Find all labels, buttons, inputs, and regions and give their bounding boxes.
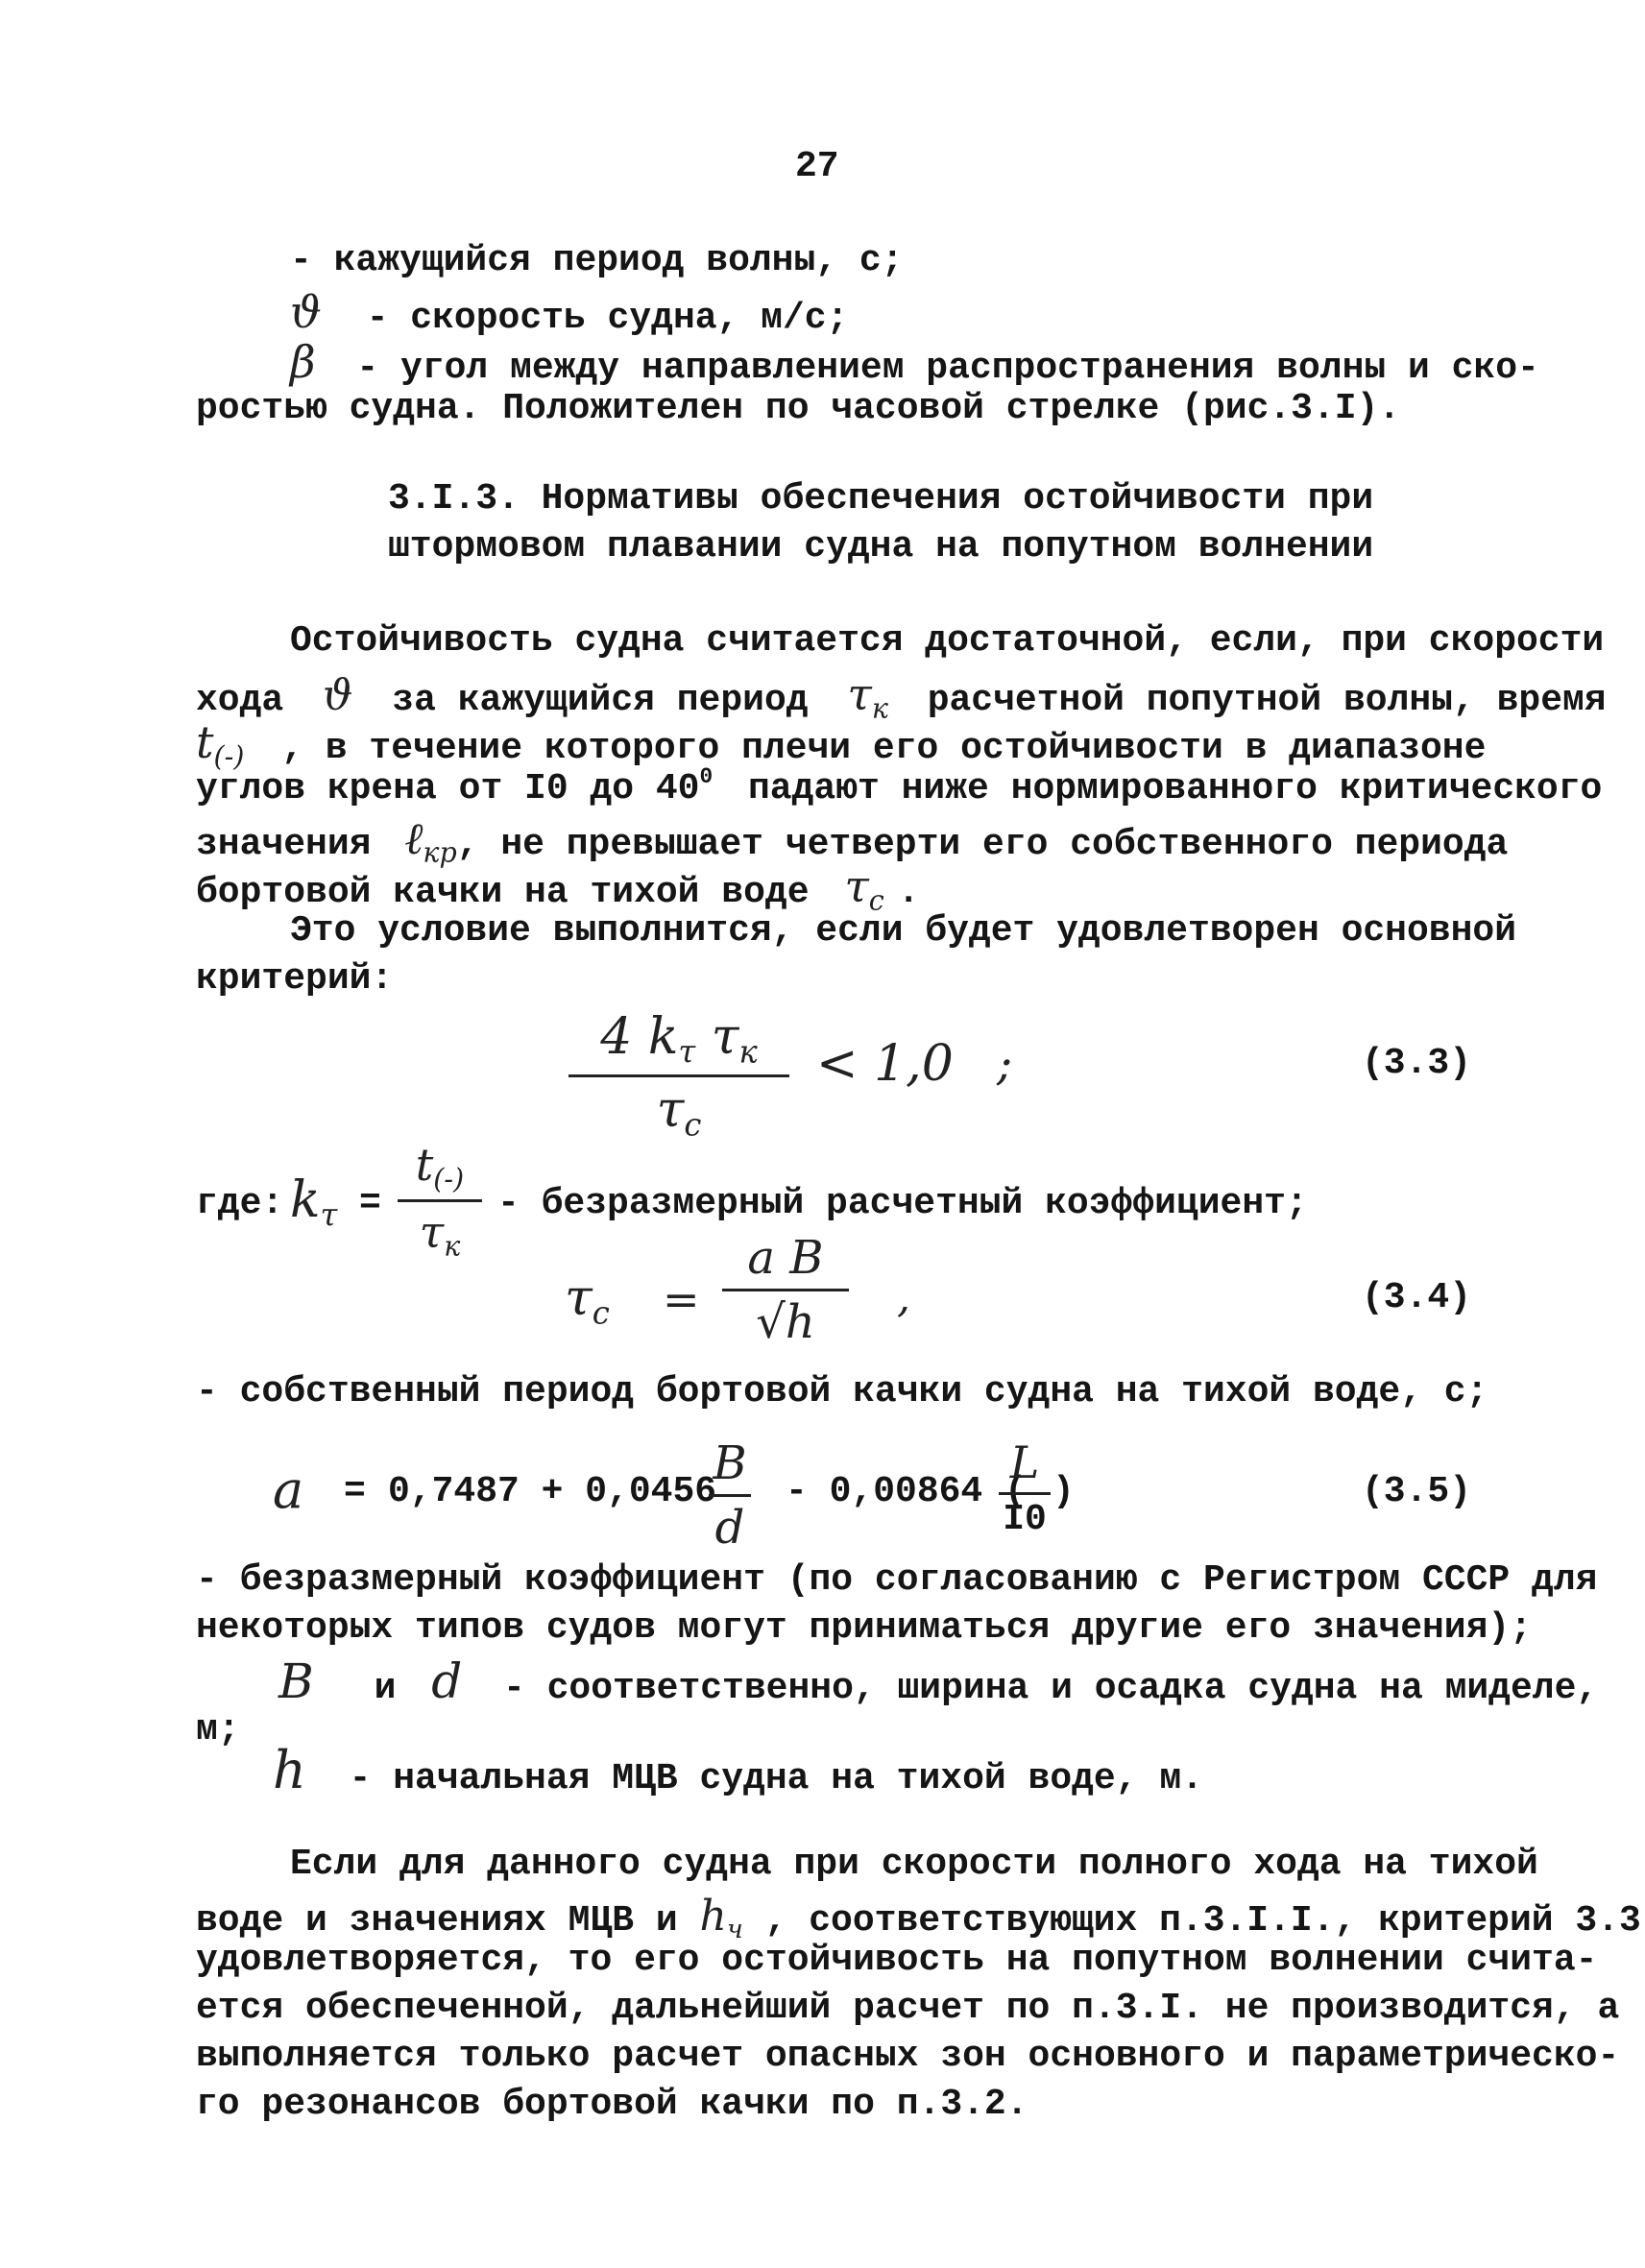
text-fragment: воде и значениях МЦВ и (196, 1900, 678, 1942)
para1-line4 (196, 764, 1602, 809)
where-label: где: (196, 1183, 284, 1224)
symbol-t-minus: $t_{(-)}$ (196, 716, 245, 773)
symbol-v: ϑ (290, 286, 322, 338)
text-fragment: - начальная МЦВ судна на тихой воде, м. (349, 1758, 1203, 1799)
def-angle (290, 336, 1539, 389)
text-fragment: за кажущийся период (392, 680, 809, 721)
fraction-bar (709, 1494, 751, 1497)
text-fragment: значения (196, 824, 372, 865)
text-fragment: . (897, 872, 920, 913)
symbol-tau-k: $\tau_к$ (847, 668, 888, 725)
section-title-line1: 3.I.3. Нормативы обеспечения остойчивости при (388, 478, 1374, 519)
text-fragment: , в течение которого плечи его остойчивости в диапазоне (281, 728, 1487, 769)
def-angle-text: - угол между направлением распространения волны и ско- (356, 348, 1539, 389)
symbol-l-kr: ℓ$_{кр}$ (404, 812, 457, 869)
eq34-denominator: √h (756, 1295, 815, 1349)
eq35-equals: = (344, 1471, 366, 1512)
kt-equals: = (359, 1183, 381, 1224)
eq35-description-line2: некоторых типов судов могут приниматься другие его значения); (196, 1607, 1533, 1649)
text-fragment: бортовой качки на тихой воде (196, 872, 810, 913)
symbol-tau-c: $\tau_с$ (844, 860, 884, 917)
text-fragment: расчетной попутной волны, время (927, 680, 1607, 721)
eq34-equals: = (663, 1273, 700, 1325)
eq35-number: (3.5) (1362, 1471, 1472, 1512)
symbol-h-ch: $h_ч$ (699, 1892, 743, 1945)
eq33-denominator: $\tau_с$ (656, 1080, 702, 1144)
para3-line4: ется обеспеченной, дальнейший расчет по п.3.I. не производится, а (196, 1988, 1620, 2029)
eq34-comma: , (897, 1273, 910, 1322)
def-apparent-period: - кажущийся период волны, с; (290, 240, 904, 281)
eq35-fraction-bd (709, 1436, 751, 1555)
fraction-bar (999, 1492, 1051, 1495)
eq35-frac2-num: L (1009, 1436, 1040, 1488)
degree-superscript: 0 (699, 764, 714, 789)
kt-denominator: $\tau_к$ (419, 1205, 461, 1263)
def-speed-text: - скорость судна, м/с; (366, 298, 849, 339)
def-angle-cont: ростью судна. Положителен по часовой стрелке (рис.3.I). (196, 388, 1401, 429)
fraction-bar (398, 1199, 482, 1202)
def-h (273, 1740, 1203, 1800)
para3-line2 (196, 1892, 1641, 1944)
eq35-part2: - 0,00864 ( (786, 1471, 1027, 1512)
eq34-description: - собственный период бортовой качки судна на тихой воде, с; (196, 1371, 1488, 1412)
para2-line1: Это условие выполнится, если будет удовлетворен основной (290, 910, 1517, 952)
page-number: 27 (795, 146, 839, 187)
text-fragment: , не превышает четверти его собственного периода (456, 824, 1509, 865)
eq35-part3: ) (1052, 1471, 1075, 1512)
symbol-d: d (431, 1653, 463, 1709)
def-b-d (278, 1653, 1598, 1709)
text-fragment: углов крена от I0 до 40 (196, 767, 700, 809)
eq35-description-line1: - безразмерный коэффициент (по согласованию с Регистром СССР для (196, 1559, 1598, 1601)
eq34-numerator: a B (747, 1231, 824, 1285)
para1-line1: Остойчивость судна считается достаточной, если, при скорости (290, 620, 1605, 662)
eq35-frac1-num: B (713, 1436, 747, 1490)
symbol-beta: β (290, 336, 316, 388)
symbol-v: ϑ (323, 671, 353, 720)
eq33-number: (3.3) (1362, 1043, 1472, 1084)
fraction-bar (568, 1074, 789, 1077)
def-b-d-unit: м; (196, 1709, 240, 1750)
text-fragment: , соответствующих п.3.I.I., критерий 3.3 (764, 1900, 1641, 1942)
eq35-frac1-den: d (714, 1501, 745, 1555)
eq33-rhs: < 1,0 (816, 1035, 954, 1093)
text-fragment: хода (196, 680, 284, 721)
para1-line6 (196, 860, 920, 917)
kt-description: - безразмерный расчетный коэффициент; (497, 1183, 1308, 1224)
eq35-fraction-l10 (999, 1436, 1051, 1540)
kt-numerator: $t_{(-)}$ (415, 1139, 465, 1195)
text-fragment: - соответственно, ширина и осадка судна на миделе, (503, 1668, 1599, 1709)
para3-line6: го резонансов бортовой качки по п.3.2. (196, 2084, 1028, 2125)
eq34-lhs: $\tau_с$ (565, 1269, 610, 1332)
eq34-number: (3.4) (1362, 1277, 1472, 1318)
def-speed (290, 286, 848, 339)
eq34-fraction (722, 1231, 849, 1349)
eq35-frac2-den: I0 (1003, 1499, 1047, 1540)
kt-fraction (398, 1139, 482, 1262)
para3-line3: удовлетворяется, то его остойчивость на попутном волнении счита- (196, 1940, 1598, 1981)
fraction-bar (722, 1289, 849, 1291)
symbol-h: h (273, 1740, 306, 1800)
eq33-numerator: 4 $k_\tau$ $\tau_к$ (600, 1008, 758, 1071)
para3-line5: выполняется только расчет опасных зон основного и параметрическо- (196, 2036, 1620, 2077)
eq33-fraction (568, 1008, 789, 1143)
text-fragment: и (374, 1668, 397, 1709)
symbol-b: B (278, 1653, 314, 1709)
text-fragment: падают ниже нормированного критического (748, 767, 1603, 809)
para3-line1: Если для данного судна при скорости полного хода на тихой (290, 1844, 1538, 1885)
eq35-lhs: a (273, 1460, 304, 1520)
eq35-part1: 0,7487 + 0,0456 (388, 1471, 717, 1512)
eq33-semicolon: ; (997, 1037, 1013, 1091)
kt-lhs: $k_\tau$ (290, 1171, 338, 1234)
section-title-line2: штормовом плавании судна на попутном волнении (388, 526, 1374, 567)
para2-line2: критерий: (196, 958, 394, 1000)
